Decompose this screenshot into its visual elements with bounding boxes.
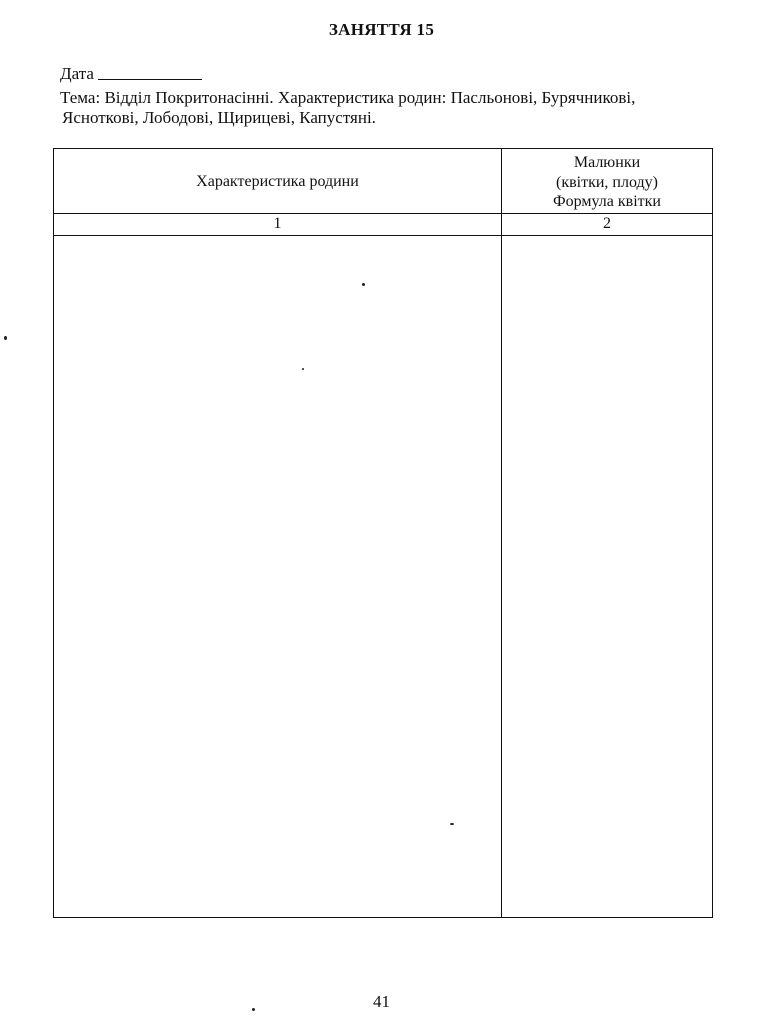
- column-header-drawings-line-1: Малюнки: [573, 154, 641, 171]
- column-header-drawings-line-2: (квітки, плоду): [556, 173, 658, 191]
- date-label: Дата: [60, 64, 94, 83]
- number-row-divider: [54, 235, 712, 236]
- scan-speck: [450, 823, 454, 825]
- column-divider: [501, 149, 502, 917]
- scan-speck: [302, 368, 304, 370]
- topic-line-2: Ясноткові, Лободові, Щирицеві, Капустяні.: [62, 108, 376, 127]
- column-header-family-characteristics: Характеристика родини: [196, 173, 359, 190]
- column-number-1: 1: [273, 215, 282, 232]
- column-number-2: 2: [603, 215, 611, 232]
- column-header-drawings-line-3: Формула квітки: [552, 193, 661, 210]
- scan-speck: [252, 1008, 255, 1011]
- scan-speck: [4, 336, 7, 340]
- date-field: [60, 64, 202, 84]
- topic-line-1: Тема: Відділ Покритонасінні. Характеристика родин: Пасльонові, Бурячникові,: [60, 88, 636, 107]
- worksheet-table: [53, 148, 713, 918]
- date-blank-line[interactable]: [98, 78, 202, 80]
- page-title: ЗАНЯТТЯ 15: [328, 20, 435, 39]
- page-number: 41: [373, 992, 390, 1011]
- column-header-drawings: [502, 153, 712, 212]
- topic-text: [60, 88, 720, 128]
- scan-speck: [362, 283, 365, 286]
- header-divider: [54, 213, 712, 214]
